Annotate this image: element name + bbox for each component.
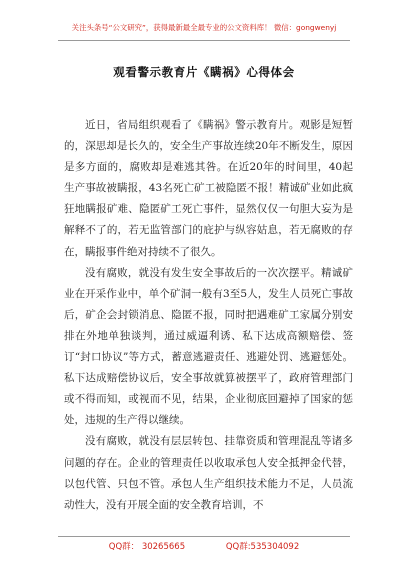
- footer-qq-group-1: QQ群： 30265665: [108, 542, 186, 552]
- paragraph-2: 没有腐败，就没有发生安全事故后的一次次摆平。精诚矿业在开采作业中，单个矿洞一般有3至5人，发生人员死亡事故后，矿企会封锁消息、隐匿不报，同时把遇难矿工家属分别安排在外地单独谈判，通过威逼利诱、私下达成高额赔偿、签订“封口协议”等方式，蓄意逃避责任、逃避处罚、逃避惩处。私下达成赔偿协议后，安全事故就算被摆平了，政府管理部门或不得而知，或视而不见，结果，企业彻底回避掉了国家的惩处，违规的生产得以继续。: [64, 266, 353, 427]
- header-divider: [58, 40, 350, 41]
- document-body: [64, 115, 353, 516]
- footer-divider: [58, 536, 350, 537]
- paragraph-1: 近日，省局组织观看了《瞒祸》警示教育片。观影是短暂的，深思却是长久的，安全生产事故连续20年不断发生，原因是多方面的，腐败却是难逃其咎。在近20年的时间里，40起生产事故被瞒报，43名死亡矿工被隐匿不报！精诚矿业如此疯狂地瞒报矿难、隐匿矿工死亡事件，显然仅仅一句胆大妄为是解释不了的，若无监管部门的庇护与纵容姑息，若无腐败的存在，瞒报事件绝对持续不了很久。: [64, 119, 353, 258]
- document-title: 观看警示教育片《瞒祸》心得体会: [113, 65, 295, 79]
- footer-contact: [0, 540, 408, 552]
- footer-qq-group-2: QQ群:535304092: [225, 542, 300, 552]
- paragraph-3: 没有腐败，就没有层层转包、挂靠资质和管理混乱等诸多问题的存在。企业的管理责任以收取承包人安全抵押金代替，以包代管、只包不管。承包人生产组织技术能力不足，人员流动性大，没有开展全面的安全教育培训，不: [64, 435, 353, 511]
- header-note: 关注头条号“公文研究”，获得最新最全最专业的公文资料库！ 微信：gongwenyj: [71, 23, 337, 32]
